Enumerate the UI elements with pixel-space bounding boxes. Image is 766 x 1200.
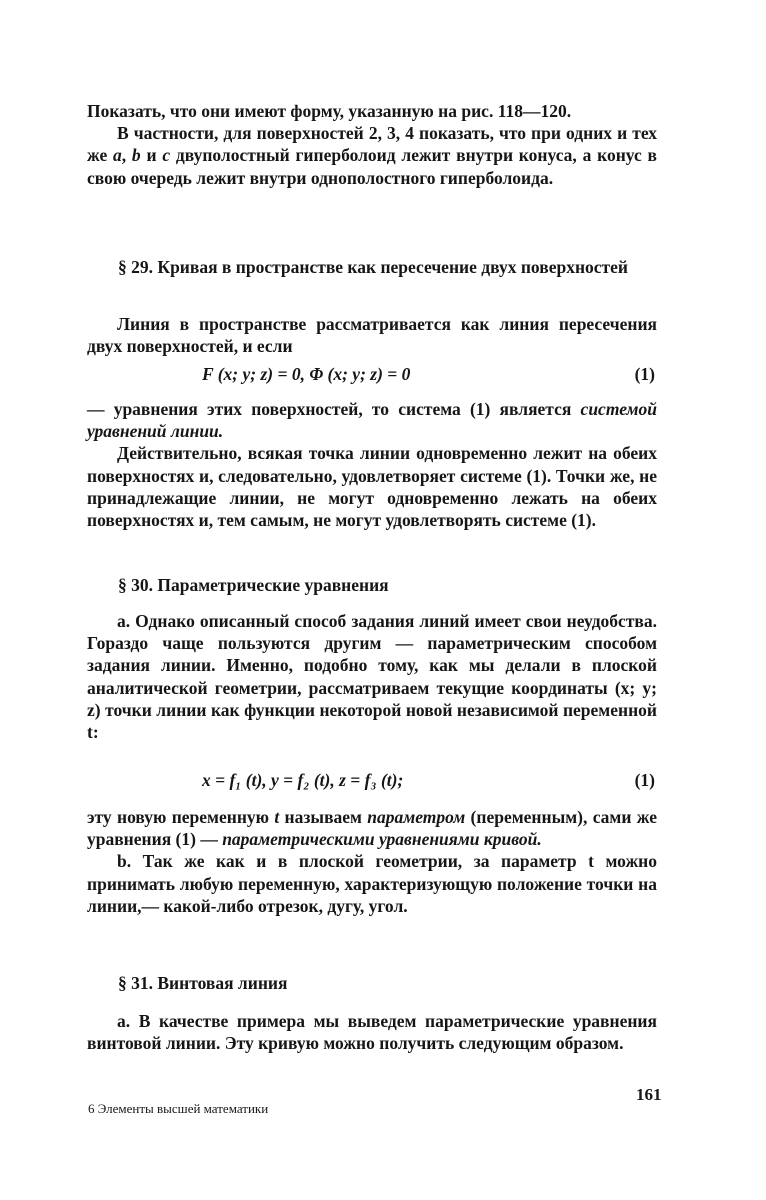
formula-parametric: [87, 768, 657, 792]
var-a: a: [113, 145, 122, 166]
intro-line: Показать, что они имеют форму, указанную на рис. 118—120.: [87, 101, 572, 121]
sep: ,: [121, 145, 132, 166]
var-b: b: [131, 145, 141, 166]
sec29-p2-block: [87, 398, 657, 531]
signature-mark: 6 Элементы высшей математики: [88, 1101, 269, 1116]
sec31-pa-block: [87, 1010, 657, 1054]
intro-text-b: двуполостный гиперболоид лежит внутри конуса, а конус в свою очередь лежит внутри однополостного гиперболоида.: [87, 145, 657, 188]
sec30-pb-text-c: (переменным), сами же уравнения (1) —: [87, 807, 657, 850]
sec30-paragraph-c: b. Так же как и в плоской геометрии, за параметр t можно принимать любую переменную, характеризующую положение точки на линии,— какой-либо отрезок, дугу, угол.: [87, 851, 657, 916]
intro-block: [87, 100, 657, 189]
sec30-pb-text-b: называем: [279, 807, 368, 827]
sec29-p2-text: — уравнения этих поверхностей, то система (1) является: [87, 399, 581, 419]
conj: и: [140, 145, 163, 166]
section-29-title: § 29. Кривая в пространстве как пересечение двух поверхностей: [118, 257, 628, 277]
sec29-paragraph-2: [87, 398, 657, 442]
section-31-title: § 31. Винтовая линия: [118, 973, 288, 993]
formula-surfaces: [87, 362, 657, 386]
sec29-p1-block: [87, 313, 657, 357]
formula-parametric-number: (1): [634, 770, 655, 790]
page-number: 161: [636, 1085, 662, 1104]
sec29-paragraph-1: Линия в пространстве рассматривается как линия пересечения двух поверхностей, и если: [87, 314, 657, 357]
term-parameter: параметром: [367, 807, 466, 827]
formula-surfaces-expr: F (x; y; z) = 0, Φ (x; y; z) = 0: [202, 364, 411, 384]
formula-surfaces-number: (1): [634, 364, 655, 384]
sec30-paragraph-b: [87, 806, 657, 850]
sec29-p2-emphasis: системой уравнений линии.: [87, 399, 657, 442]
term-parametric-equations: параметрическими уравнениями кривой.: [222, 829, 542, 850]
sec30-pb-block: [87, 806, 657, 917]
intro-paragraph: [87, 122, 657, 189]
var-c: c: [162, 145, 171, 166]
sec30-pb-text-a: эту новую переменную: [87, 807, 275, 827]
section-30-title: § 30. Параметрические уравнения: [118, 575, 389, 595]
var-t: t: [274, 807, 280, 827]
sec30-paragraph-a: a. Однако описанный способ задания линий имеет свои неудобства. Гораздо чаще пользуются другим — параметрическим способом задания линии. Именно, подобно тому, как мы делали в плоской аналитической геометрии, рассматриваем текущие координаты (x; y; z) точки линии как функции некоторой новой независимой переменной t:: [87, 611, 657, 743]
sec30-pa-block: [87, 610, 657, 743]
intro-text-a: В частности, для поверхностей 2, 3, 4 показать, что при одних и тех же: [87, 123, 657, 166]
formula-parametric-expr: x = f₁ (t), y = f₂ (t), z = f₃ (t);: [202, 770, 404, 790]
sec29-paragraph-3: Действительно, всякая точка линии одновременно лежит на обеих поверхностях и, следовательно, удовлетворяет системе (1). Точки же, не принадлежащие линии, не могут одновременно лежать на обеих поверхностях и, тем самым, не могут удовлетворять системе (1).: [87, 443, 657, 531]
sec31-paragraph-a: a. В качестве примера мы выведем параметрические уравнения винтовой линии. Эту кривую можно получить следующим образом.: [87, 1011, 657, 1054]
